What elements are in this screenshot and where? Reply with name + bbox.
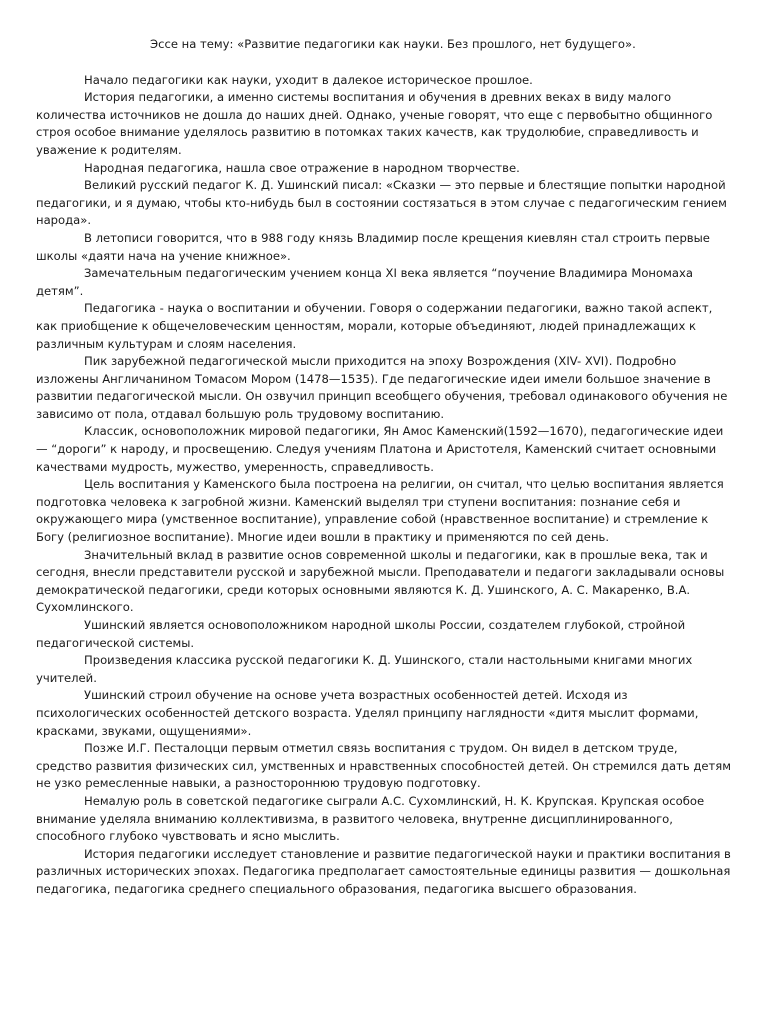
essay-paragraph: Великий русский педагог К. Д. Ушинский писал: «Сказки — это первые и блестящие попытки народной педагогики, и я думаю, чтобы кто-нибудь был в состоянии состязаться в этом случае с педагогическим гением народа».: [36, 178, 727, 228]
essay-paragraph: Цель воспитания у Каменского была построена на религии, он считал, что целью воспитания является подготовка человека к загробной жизни. Каменский выделял три ступени воспитания: познание себя и окружающего мира (умственное воспитание), управление собой (нравственное воспитание) и стремление к Богу (религиозное воспитание). Многие идеи вошли в практику и применяются по сей день.: [36, 477, 724, 545]
essay-page: [36, 36, 732, 899]
essay-paragraph: Начало педагогики как науки, уходит в далекое историческое прошлое.: [84, 72, 533, 87]
essay-paragraph: Пик зарубежной педагогической мысли приходится на эпоху Возрождения (XIV- XVI). Подробно изложены Англичанином Томасом Мором (1478—1535). Где педагогические идеи имели большое значение в развитии педагогической мысли. Он озвучил принцип всеобщего обучения, требовал одинакового обучения не зависимо от пола, отдавал большую роль трудовому воспитанию.: [36, 354, 728, 421]
essay-paragraph: История педагогики исследует становление и развитие педагогической науки и практики воспитания в различных исторических эпохах. Педагогика предполагает самостоятельные единицы развития — дошкольная педагогика, педагогика среднего специального образования, педагогика высшего образования.: [36, 846, 731, 896]
essay-paragraph: Классик, основоположник мировой педагогики, Ян Амос Каменский(1592—1670), педагогические идеи — “дороги” к народу, и просвещению. Следуя учениям Платона и Аристотеля, Каменский считает основными качествами мудрость, мужество, умеренность, справедливость.: [36, 424, 724, 474]
essay-paragraph: История педагогики, а именно системы воспитания и обучения в древних веках в виду малого количества источников не дошла до наших дней. Однако, ученые говорят, что еще с первобытно общинного строя особое внимание уделялось развитию в потомках таких качеств, как трудолюбие, справедливость и уважение к родителям.: [36, 90, 713, 157]
essay-paragraph: Немалую роль в советской педагогике сыграли А.С. Сухомлинский, Н. К. Крупская. Крупская особое внимание уделяла вниманию коллективизма, в развитого человека, внутренне дисциплинированного, способного глубоко чувствовать и ясно мыслить.: [36, 793, 705, 844]
essay-paragraph: Педагогика - наука о воспитании и обучении. Говоря о содержании педагогики, важно такой аспект, как приобщение к общечеловеческим ценностям, морали, которые объединяют, людей принадлежащих к различным культурам и слоям населения.: [36, 301, 713, 351]
essay-paragraph: В летописи говорится, что в 988 году князь Владимир после крещения киевлян стал строить первые школы «даяти нача на учение книжное».: [36, 230, 710, 263]
essay-title: Эссе на тему: «Развитие педагогики как науки. Без прошлого, нет будущего».: [150, 37, 636, 51]
essay-paragraph: Произведения классика русской педагогики К. Д. Ушинского, стали настольными книгами многих учителей.: [36, 653, 693, 685]
essay-paragraph: Позже И.Г. Песталоцци первым отметил связь воспитания с трудом. Он видел в детском труде, средство развития физических сил, умственных и нравственных способностей детей. Он стремился дать детям не узко ремесленные навыки, а разностороннюю трудовую подготовку.: [36, 741, 731, 791]
essay-paragraph: Значительный вклад в развитие основ современной школы и педагогики, как в прошлые века, так и сегодня, внесли представители русской и зарубежной мысли. Преподаватели и педагоги закладывали основы демократической педагогики, среди которых основными являются К. Д. Ушинского, А. С. Макаренко, В.А. Сухомлинского.: [36, 547, 725, 615]
essay-paragraph: Замечательным педагогическим учением конца XI века является “поучение Владимира Мономаха детям”.: [36, 266, 693, 298]
essay-body: [36, 72, 732, 899]
essay-paragraph: Народная педагогика, нашла свое отражение в народном творчестве.: [84, 160, 520, 175]
essay-paragraph: Ушинский является основоположником народной школы России, создателем глубокой, стройной педагогической системы.: [36, 618, 686, 650]
essay-paragraph: Ушинский строил обучение на основе учета возрастных особенностей детей. Исходя из психологических особенностей детского возраста. Уделял принципу наглядности «дитя мыслит формами, красками, звуками, ощущениями».: [36, 688, 699, 738]
